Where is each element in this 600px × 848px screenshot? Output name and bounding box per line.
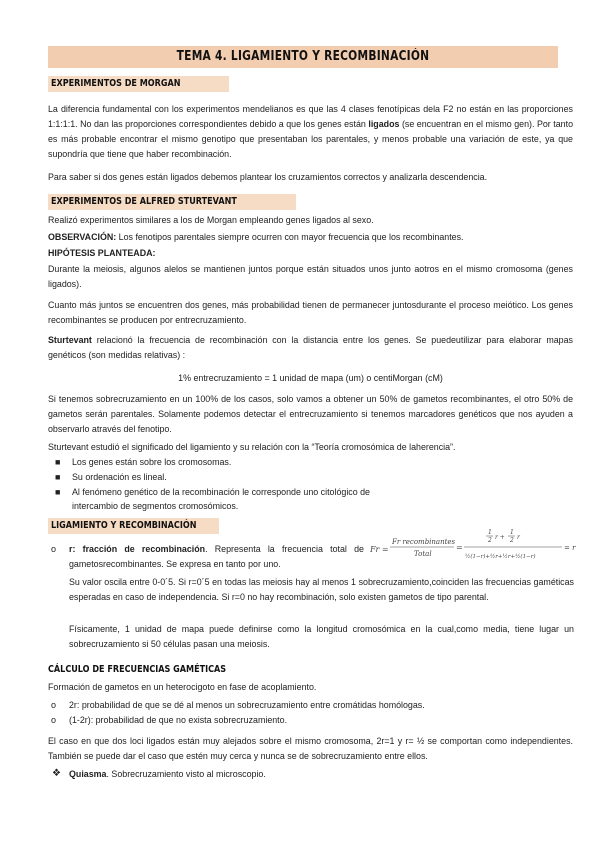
hypothesis-label: HIPÓTESIS PLANTEADA: [48,248,156,258]
ligamiento-paragraph-2: Su valor oscila entre 0-0´5. Si r=0´5 en todas las meiosis hay al menos 1 sobrecruzamiento,coinciden las frecuencias gaméticas esperadas en caso de independencia. Si r=0 no hay recombinación, solo existen gametos de tipo parental. [69,577,574,602]
morgan-paragraph-1: La diferencia fundamental con los experimentos mendelianos es que las 4 clases fenotípicas dela F2 no están en las proporciones 1:1:1:1. No dan las proporciones correspondientes debido a que los genes están ligados (se encuentran en el mismo gen). Por tanto es más probable encontrar el mismo genotipo que presentaban los parentales, y menos probable una variación de este, ya que supondría que tiene que haber recombinación. [48,104,574,159]
circle-bullet-icon: o [51,715,57,725]
diamond-bullet-icon: ❖ [52,768,61,779]
calculo-paragraph-1: Formación de gametos en un heterocigoto en fase de acoplamiento. [48,682,317,692]
section-heading-morgan: EXPERIMENTOS DE MORGAN [48,76,229,92]
svg-text:Fr recombinantes: Fr recombinantes [392,538,456,546]
section-heading-ligamiento: LIGAMIENTO Y RECOMBINACIÓN [48,518,219,534]
calculo-paragraph-2: El caso en que dos loci ligados están muy alejados sobre el mismo cromosoma, 2r=1 y r= ½ se comportan como independientes. También se puede dar el caso que estén muy cerca y nunca se de sobrecruzamiento entre ellos. [48,736,573,761]
quiasma-definition: Quiasma. Sobrecruzamiento visto al microscopio. [69,769,266,779]
svg-text:1: 1 [488,529,492,536]
title-bar [48,46,558,68]
calculo-item-1: 2r: probabilidad de que se dé al menos un sobrecruzamiento entre cromátidas homólogas. [69,700,425,710]
sturtevant-paragraph-1: Realizó experimentos similares a los de Morgan empleando genes ligados al sexo. [48,215,374,225]
svg-text:Total: Total [414,550,432,558]
square-bullet-icon: ■ [55,457,61,467]
ligamiento-paragraph-3: Físicamente, 1 unidad de mapa puede definirse como la longitud cromosómica en la cual,como media, tiene lugar un sobrecruzamiento si 50 células pasan una meiosis. [69,624,574,649]
recombination-formula [370,528,580,568]
square-bullet-icon: ■ [55,487,61,497]
morgan-paragraph-2: Para saber si dos genes están ligados debemos plantear los cruzamientos correctos y analizarla descendencia. [48,172,488,182]
sturtevant-paragraph-3: Cuanto más juntos se encuentren dos genes, más probabilidad tienen de permanecer juntosdurante el proceso meiótico. Los genes recombinantes se producen por entrecruzamiento. [48,300,573,325]
svg-text:½(1−r)+½r+½r+½(1−r): ½(1−r)+½r+½r+½(1−r) [465,554,536,560]
svg-text:2: 2 [488,537,492,544]
svg-text:= r: = r [564,544,576,552]
section-heading-sturtevant: EXPERIMENTOS DE ALFRED STURTEVANT [48,194,296,210]
svg-text:r +: r + [495,534,505,541]
svg-text:r: r [517,534,520,541]
map-unit-equation: 1% entrecruzamiento = 1 unidad de mapa (um) o centiMorgan (cM) [178,373,443,383]
circle-bullet-icon: o [51,544,57,554]
page-title: TEMA 4. LIGAMIENTO Y RECOMBINACIÓN [176,49,430,64]
square-bullet-icon: ■ [55,472,61,482]
svg-text:Fr =: Fr = [370,545,389,554]
theory-bullet-1: Los genes están sobre los cromosomas. [72,457,232,467]
theory-bullet-3: Al fenómeno genético de la recombinación le corresponde uno citológico de [72,487,370,497]
hypothesis-text: Durante la meiosis, algunos alelos se mantienen juntos porque están situados unos junto aotros en el mismo cromosoma (genes ligados). [48,264,573,289]
section-heading-calculo: CÁLCULO DE FRECUENCIAS GAMÉTICAS [48,664,227,675]
sturtevant-paragraph-4: Sturtevant relacionó la frecuencia de recombinación con la distancia entre los genes. Se puedeutilizar para elaborar mapas genéticos (son medidas relativas) : [48,335,573,360]
calculo-item-2: (1-2r): probabilidad de que no exista sobrecruzamiento. [69,715,288,725]
recombination-fraction-definition: r: fracción de recombinación. Representa la frecuencia total de gametosrecombinantes. Se expresa en tanto por uno. [69,544,364,569]
sturtevant-paragraph-5: Si tenemos sobrecruzamiento en un 100% de los casos, solo vamos a obtener un 50% de gametos recombinantes, el otro 50% de gametos serán parentales. Solamente podemos detectar el entrecruzamiento si tenemos marcadores genéticos que nos ayuden a observarlo através del fenotipo. [48,394,573,434]
theory-bullet-3-continued: intercambio de segmentos cromosómicos. [72,501,239,511]
svg-text:1: 1 [510,529,514,536]
observation-line: OBSERVACIÓN: Los fenotipos parentales siempre ocurren con mayor frecuencia que los recombinantes. [48,232,464,242]
sturtevant-paragraph-6: Sturtevant estudió el significado del ligamiento y su relación con la “Teoría cromosómica de laherencia”. [48,442,456,452]
svg-text:=: = [456,543,463,552]
svg-text:2: 2 [510,537,514,544]
theory-bullet-2: Su ordenación es lineal. [72,472,167,482]
circle-bullet-icon: o [51,700,57,710]
